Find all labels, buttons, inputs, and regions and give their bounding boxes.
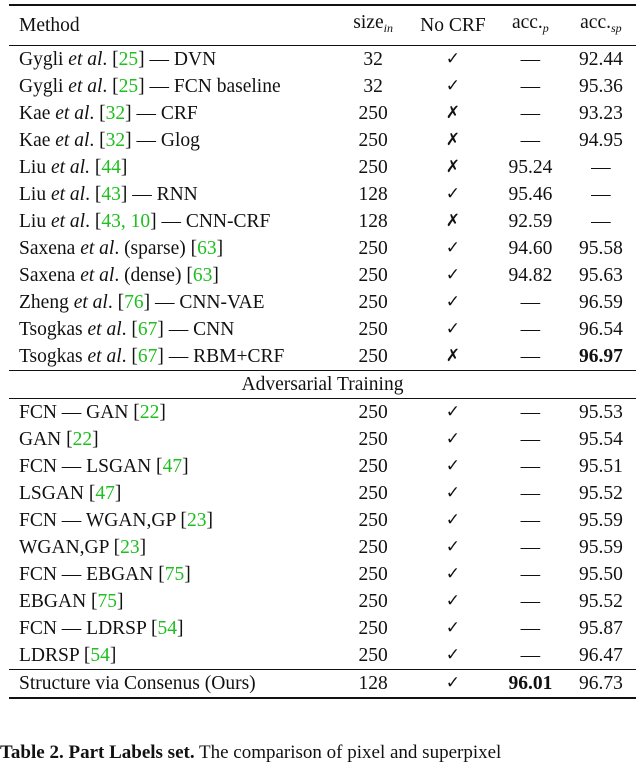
check-icon: ✓ <box>445 483 461 503</box>
method-cell <box>9 534 335 561</box>
method-cell <box>9 46 335 74</box>
header-acc-sp <box>566 5 636 46</box>
method-post: . [ <box>121 346 138 367</box>
table-row <box>9 127 636 154</box>
method-pre: Gygli <box>19 49 69 70</box>
size-cell: 250 <box>358 618 388 639</box>
acc-sp-cell: 93.23 <box>578 103 623 124</box>
table-group-adversarial <box>9 399 636 670</box>
citation-link[interactable]: 25 <box>118 76 139 97</box>
method-et-al: et al. <box>50 157 90 178</box>
acc-sp-cell: — <box>591 157 611 178</box>
size-cell: 250 <box>358 103 388 124</box>
acc-p-cell: — <box>520 537 541 558</box>
header-method <box>9 5 335 46</box>
header-accp-sub: p <box>542 21 549 35</box>
acc-sp-cell: 96.54 <box>578 319 623 340</box>
method-post: . (dense) [ <box>114 265 193 286</box>
method-cell <box>9 127 335 154</box>
acc-p-cell: — <box>520 591 541 612</box>
acc-sp-cell: 96.59 <box>578 292 623 313</box>
method-et-al: et al <box>87 346 122 367</box>
table-row <box>9 154 636 181</box>
table-row <box>9 534 636 561</box>
check-icon: ✓ <box>445 537 461 557</box>
results-table <box>9 4 636 699</box>
method-cell <box>9 73 335 100</box>
method-pre: LSGAN [ <box>19 483 96 504</box>
cross-icon: ✗ <box>445 211 461 231</box>
method-et-al: et al <box>80 265 115 286</box>
method-tail: ] <box>206 510 213 531</box>
acc-p-cell: — <box>520 402 541 423</box>
method-pre: FCN — WGAN,GP [ <box>19 510 187 531</box>
method-pre: Liu <box>19 211 51 232</box>
citation-link[interactable]: 54 <box>157 618 178 639</box>
method-pre: FCN — LSGAN [ <box>19 456 163 477</box>
size-cell: 250 <box>358 319 388 340</box>
method-post: . [ <box>85 184 102 205</box>
table-row <box>9 73 636 100</box>
size-cell: 250 <box>358 537 388 558</box>
cross-icon: ✗ <box>445 103 461 123</box>
ours-method: Structure via Consenus (Ours) <box>19 673 256 694</box>
acc-p-cell: 95.24 <box>508 157 553 178</box>
method-tail: ] <box>159 402 166 423</box>
citation-link[interactable]: 25 <box>118 49 139 70</box>
method-tail: ] — FCN baseline <box>138 76 281 97</box>
size-cell: 250 <box>358 292 388 313</box>
method-cell <box>9 642 335 670</box>
acc-sp-cell: 95.54 <box>578 429 623 450</box>
method-et-al: et al <box>80 238 115 259</box>
method-tail: ] — CRF <box>125 103 198 124</box>
acc-p-cell: 94.60 <box>508 238 553 259</box>
method-post: . [ <box>89 130 106 151</box>
acc-p-cell: — <box>520 103 541 124</box>
caption-bold: Part Labels set. <box>68 742 195 763</box>
method-pre: Tsogkas <box>19 319 88 340</box>
citation-link[interactable]: 32 <box>105 130 126 151</box>
method-pre: Zheng <box>19 292 74 313</box>
size-cell: 250 <box>358 429 388 450</box>
method-post: . [ <box>89 103 106 124</box>
method-pre: Tsogkas <box>19 346 88 367</box>
method-tail: ] <box>114 483 122 504</box>
check-icon: ✓ <box>445 76 461 96</box>
method-pre: Kae <box>19 103 56 124</box>
method-tail: ] <box>212 265 219 286</box>
section-row <box>9 371 636 399</box>
table-section-adversarial <box>9 371 636 399</box>
size-cell: 128 <box>358 211 388 232</box>
check-icon: ✓ <box>445 49 461 69</box>
method-post: [ <box>89 157 102 178</box>
header-size-sub: in <box>383 21 393 35</box>
method-pre: Liu <box>19 157 51 178</box>
ours-crf: ✓ <box>445 673 461 693</box>
method-pre: WGAN,GP [ <box>19 537 121 558</box>
acc-p-cell: 95.46 <box>508 184 553 205</box>
acc-p-cell: — <box>520 510 541 531</box>
table-row <box>9 262 636 289</box>
acc-sp-cell: 96.47 <box>578 645 623 666</box>
check-icon: ✓ <box>445 184 461 204</box>
method-et-al: et al <box>87 319 122 340</box>
check-icon: ✓ <box>445 618 461 638</box>
acc-p-cell: — <box>520 429 541 450</box>
method-cell <box>9 100 335 127</box>
caption-label: Table 2. <box>0 742 64 763</box>
method-post: . (sparse) [ <box>114 238 198 259</box>
method-pre: FCN — LDRSP [ <box>19 618 158 639</box>
method-tail: ] <box>109 645 117 666</box>
citation-link[interactable]: 22 <box>139 402 160 423</box>
table-row <box>9 316 636 343</box>
table-row <box>9 208 636 235</box>
check-icon: ✓ <box>445 292 461 312</box>
header-acc-p <box>495 5 566 46</box>
method-post: . [ <box>85 211 102 232</box>
section-title: Adversarial Training <box>241 374 404 395</box>
citation-link[interactable]: 75 <box>97 591 118 612</box>
size-cell: 250 <box>358 645 388 666</box>
ours-acc-p: 96.01 <box>508 673 553 694</box>
acc-sp-cell: 95.36 <box>578 76 623 97</box>
citation-link[interactable]: 44 <box>101 157 121 178</box>
size-cell: 250 <box>358 510 388 531</box>
citation-link[interactable]: 43 <box>101 184 121 205</box>
method-et-al: et al <box>50 184 86 205</box>
acc-sp-cell: 95.59 <box>578 537 623 558</box>
table-row <box>9 507 636 534</box>
method-et-al: et al <box>50 211 86 232</box>
method-tail: ] <box>120 157 128 178</box>
header-size-label: size <box>353 12 384 33</box>
method-post: . [ <box>107 292 125 313</box>
citation-link[interactable]: 67 <box>137 319 158 340</box>
acc-sp-cell: 95.53 <box>578 402 623 423</box>
check-icon: ✓ <box>445 319 461 339</box>
method-tail: ] <box>92 429 99 450</box>
header-accsp-sub: sp <box>610 21 622 35</box>
citation-link[interactable]: 32 <box>105 103 126 124</box>
table-row <box>9 426 636 453</box>
check-icon: ✓ <box>445 429 461 449</box>
size-cell: 250 <box>358 456 388 477</box>
size-cell: 250 <box>358 564 388 585</box>
acc-p-cell: 94.82 <box>508 265 553 286</box>
method-pre: GAN [ <box>19 429 73 450</box>
table-row <box>9 399 636 427</box>
method-pre: Liu <box>19 184 51 205</box>
acc-sp-cell: 95.50 <box>578 564 623 585</box>
header-size <box>335 5 411 46</box>
check-icon: ✓ <box>445 456 461 476</box>
acc-p-cell: 92.59 <box>508 211 553 232</box>
method-cell <box>9 181 335 208</box>
citation-link[interactable]: 23 <box>120 537 140 558</box>
citation-link[interactable]: 75 <box>164 564 185 585</box>
citation-link[interactable]: 63 <box>192 265 213 286</box>
caption-text: The comparison of pixel and superpixel <box>194 742 502 763</box>
method-pre: LDRSP [ <box>19 645 91 666</box>
header-crf-label: No CRF <box>420 14 486 36</box>
method-cell <box>9 507 335 534</box>
method-tail: ] — CNN <box>157 319 235 340</box>
table-row <box>9 289 636 316</box>
table-row <box>9 235 636 262</box>
table-row <box>9 343 636 371</box>
ours-size: 128 <box>358 673 388 694</box>
method-pre: Gygli <box>19 76 69 97</box>
table-row <box>9 453 636 480</box>
acc-sp-cell: 94.95 <box>578 130 623 151</box>
method-tail: ] <box>182 456 189 477</box>
method-pre: Saxena <box>19 265 81 286</box>
method-pre: Kae <box>19 130 56 151</box>
method-cell <box>9 154 335 181</box>
method-cell <box>9 561 335 588</box>
check-icon: ✓ <box>445 238 461 258</box>
size-cell: 32 <box>363 49 383 70</box>
size-cell: 250 <box>358 402 388 423</box>
method-et-al: et al <box>55 130 90 151</box>
method-tail: ] <box>216 238 224 259</box>
citation-link[interactable]: 76 <box>124 292 144 313</box>
citation-link[interactable]: 47 <box>95 483 115 504</box>
table-row <box>9 181 636 208</box>
citation-link[interactable]: 23 <box>186 510 207 531</box>
check-icon: ✓ <box>445 402 461 422</box>
method-et-al: et al <box>68 76 103 97</box>
table-row-ours <box>9 670 636 699</box>
table-group-ours <box>9 670 636 699</box>
acc-sp-cell: 95.87 <box>578 618 623 639</box>
method-tail: ] — CNN-CRF <box>150 211 271 232</box>
size-cell: 250 <box>358 238 388 259</box>
method-tail: ] — DVN <box>138 49 217 70</box>
acc-p-cell: — <box>520 292 541 313</box>
method-pre: EBGAN [ <box>19 591 98 612</box>
method-pre: FCN — EBGAN [ <box>19 564 165 585</box>
method-tail: ] <box>139 537 147 558</box>
method-post: . [ <box>102 49 119 70</box>
check-icon: ✓ <box>445 510 461 530</box>
method-tail: ] — CNN-VAE <box>143 292 265 313</box>
method-tail: ] — RNN <box>120 184 198 205</box>
header-accsp-label: acc. <box>580 12 611 33</box>
size-cell: 250 <box>358 346 388 367</box>
check-icon: ✓ <box>445 645 461 665</box>
acc-sp-cell: — <box>591 184 611 205</box>
method-cell <box>9 208 335 235</box>
method-post: . [ <box>121 319 138 340</box>
size-cell: 250 <box>358 130 388 151</box>
method-cell <box>9 343 335 371</box>
acc-sp-cell: 95.63 <box>578 265 623 286</box>
header-accp-label: acc. <box>511 12 543 33</box>
method-cell <box>9 453 335 480</box>
method-et-al: et al <box>73 292 108 313</box>
table-caption <box>0 742 501 764</box>
table-row <box>9 642 636 670</box>
acc-sp-cell: — <box>591 211 611 232</box>
method-cell <box>9 262 335 289</box>
acc-p-cell: — <box>520 564 541 585</box>
acc-sp-cell: 95.52 <box>578 483 623 504</box>
table-row <box>9 46 636 74</box>
method-cell <box>9 289 335 316</box>
method-pre: FCN — GAN [ <box>19 402 140 423</box>
citation-link[interactable]: 22 <box>72 429 93 450</box>
acc-p-cell: — <box>520 76 541 97</box>
citation-link[interactable]: 43, 10 <box>101 211 151 232</box>
method-post: . [ <box>102 76 119 97</box>
size-cell: 250 <box>358 157 388 178</box>
cross-icon: ✗ <box>445 346 461 366</box>
size-cell: 128 <box>358 184 388 205</box>
method-cell <box>9 588 335 615</box>
method-cell <box>9 399 335 427</box>
acc-sp-cell: 96.97 <box>578 346 623 367</box>
header-method-label: Method <box>19 14 80 36</box>
acc-sp-cell: 92.44 <box>578 49 623 70</box>
method-tail: ] — RBM+CRF <box>157 346 285 367</box>
method-cell <box>9 316 335 343</box>
cross-icon: ✗ <box>445 130 461 150</box>
table-row <box>9 480 636 507</box>
method-cell <box>9 480 335 507</box>
acc-p-cell: — <box>520 645 541 666</box>
check-icon: ✓ <box>445 591 461 611</box>
method-cell <box>9 615 335 642</box>
citation-link[interactable]: 63 <box>197 238 217 259</box>
size-cell: 250 <box>358 591 388 612</box>
method-tail: ] <box>117 591 124 612</box>
size-cell: 32 <box>363 76 383 97</box>
table-group-baselines <box>9 46 636 371</box>
table-row <box>9 561 636 588</box>
acc-p-cell: — <box>520 319 541 340</box>
table-row <box>9 588 636 615</box>
cross-icon: ✗ <box>445 157 461 177</box>
acc-p-cell: — <box>520 130 541 151</box>
acc-p-cell: — <box>520 456 541 477</box>
method-tail: ] — Glog <box>125 130 200 151</box>
method-et-al: et al <box>55 103 90 124</box>
size-cell: 250 <box>358 265 388 286</box>
ours-acc-sp: 96.73 <box>578 673 623 694</box>
citation-link[interactable]: 54 <box>90 645 110 666</box>
method-cell <box>9 426 335 453</box>
method-cell <box>9 235 335 262</box>
check-icon: ✓ <box>445 265 461 285</box>
size-cell: 250 <box>358 483 388 504</box>
acc-sp-cell: 95.51 <box>578 456 623 477</box>
method-tail: ] <box>177 618 184 639</box>
check-icon: ✓ <box>445 564 461 584</box>
acc-sp-cell: 95.52 <box>578 591 623 612</box>
acc-sp-cell: 95.59 <box>578 510 623 531</box>
acc-p-cell: — <box>520 346 541 367</box>
citation-link[interactable]: 67 <box>137 346 158 367</box>
table-row <box>9 100 636 127</box>
acc-p-cell: — <box>520 483 541 504</box>
citation-link[interactable]: 47 <box>162 456 183 477</box>
table-row <box>9 615 636 642</box>
header-row <box>9 5 636 46</box>
header-no-crf <box>411 5 495 46</box>
acc-sp-cell: 95.58 <box>578 238 623 259</box>
acc-p-cell: — <box>520 49 541 70</box>
method-et-al: et al <box>68 49 103 70</box>
method-tail: ] <box>184 564 191 585</box>
method-pre: Saxena <box>19 238 81 259</box>
acc-p-cell: — <box>520 618 541 639</box>
